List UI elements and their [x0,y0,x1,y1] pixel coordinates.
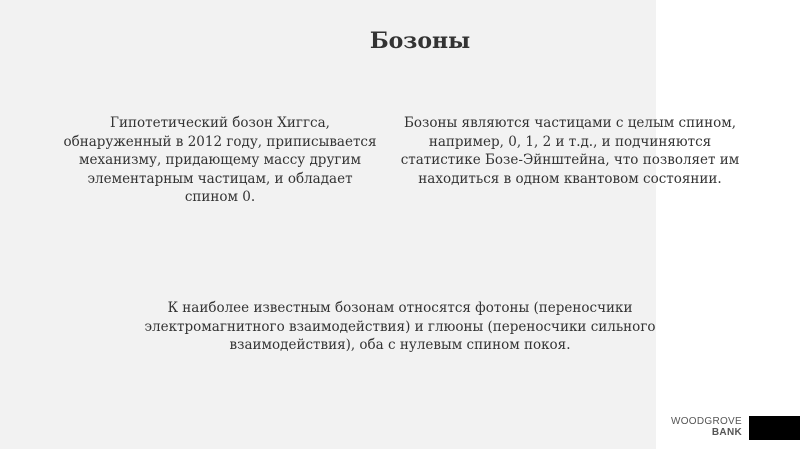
paragraph-known-bosons: К наиболее известным бозонам относятся фотоны (переносчики электромагнитного взаимодействия) и глюоны (переносчики сильного взаимодействия), оба с нулевым спином покоя. [144,300,656,353]
logo-line-bank: BANK [711,427,742,438]
woodgrove-bank-logo [658,416,742,440]
paragraph-boson-spin: Бозоны являются частицами с целым спином, например, 0, 1, 2 и т.д., и подчиняются статистике Бозе-Эйнштейна, что позволяет им находиться в одном квантовом состоянии. [400,115,740,187]
logo-black-bar [749,416,800,440]
right-margin-strip [656,0,800,449]
logo-line-woodgrove: WOODGROVE [670,416,742,427]
slide-title: Бозоны [369,28,471,54]
paragraph-higgs-boson: Гипотетический бозон Хиггса, обнаруженный в 2012 году, приписывается механизму, придающему массу другим элементарным частицам, и обладает спином 0. [63,115,377,205]
